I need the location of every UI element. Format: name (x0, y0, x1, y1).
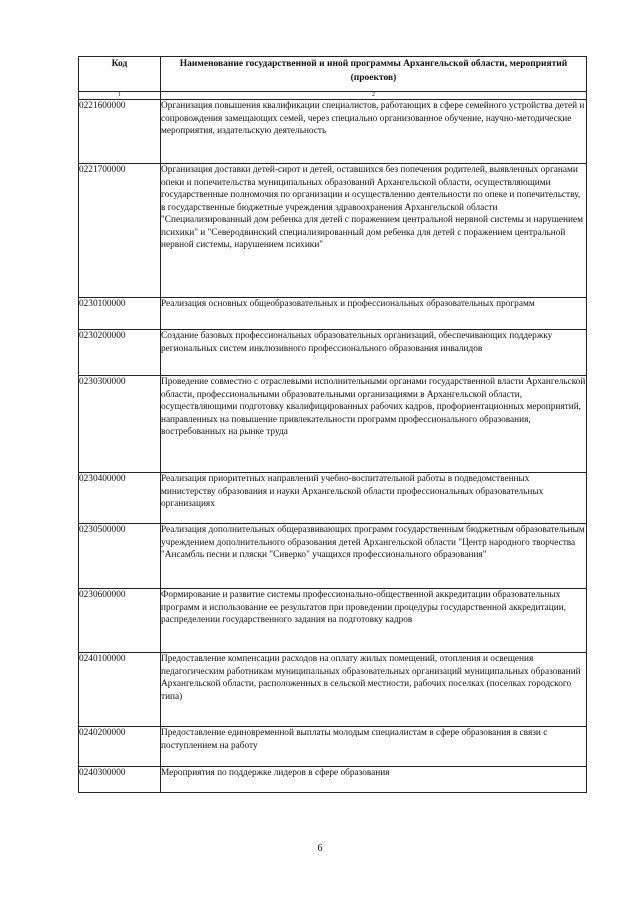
page-number: 6 (317, 843, 323, 854)
row-code: 0240200000 (79, 727, 161, 767)
row-name: Формирование и развитие системы профессионально-общественной аккредитации образовательных программ и использование ее результатов при проведении процедуры государственной аккредитации, распределении государственного задания на подготовку кадров (161, 589, 587, 653)
table-row (79, 524, 587, 589)
row-name: Реализация дополнительных общеразвивающих программ государственным бюджетным образовательным учреждением дополнительного образования детей Архангельской области "Центр народного творчества "Ансамбль песни и пляски "Сиверко" учащихся профессионального образования" (161, 524, 587, 589)
row-code: 0221600000 (79, 100, 161, 164)
row-code: 0240300000 (79, 767, 161, 793)
table-row (79, 376, 587, 473)
row-code: 0230200000 (79, 330, 161, 376)
table-header-row (79, 57, 587, 92)
row-name: Создание базовых профессиональных образовательных организаций, обеспечивающих поддержку региональных систем инклюзивного профессионального образования инвалидов (161, 330, 587, 376)
row-name: Реализация приоритетных направлений учебно-воспитательной работы в подведомственных министерству образования и науки Архангельской области профессиональных образовательных организациях (161, 473, 587, 524)
row-code: 0230500000 (79, 524, 161, 589)
row-code: 0221700000 (79, 164, 161, 298)
header-code: Код (79, 57, 161, 92)
column-number-2: 2 (161, 92, 587, 100)
table-row (79, 473, 587, 524)
row-name: Предоставление единовременной выплаты молодым специалистам в сфере образования в связи с поступлением на работу (161, 727, 587, 767)
table-row (79, 767, 587, 793)
header-name: Наименование государственной и иной программы Архангельской области, мероприятий (проектов) (161, 57, 587, 92)
row-name: Предоставление компенсации расходов на оплату жилых помещений, отопления и освещения педагогическим работникам муниципальных образовательных организаций муниципальных образований Архангельской области, расположенных в сельской местности, рабочих поселках (поселках городского типа) (161, 653, 587, 727)
row-name: Проведение совместно с отраслевыми исполнительными органами государственной власти Архангельской области, профессиональными образовательными организациями в Архангельской области, осуществляющими подготовку квалифицированных рабочих кадров, профориентационных мероприятий, направленных на повышение привлекательности программ профессионального образования, востребованных на рынке труда (161, 376, 587, 473)
row-name: Организация доставки детей-сирот и детей, оставшихся без попечения родителей, выявленных органами опеки и попечительства муниципальных образований Архангельской области, осуществляющими государственные полномочия по организации и осуществлению деятельности по опеке и попечительству, в государственные бюджетные учреждения здравоохранения Архангельской области "Специализированный дом ребенка для детей с поражением центральной нервной системы и нарушением психики" и "Северодвинский специализированный дом ребенка для детей с поражением центральной нервной системы, нарушением психики" (161, 164, 587, 298)
table-row (79, 330, 587, 376)
row-code: 0240100000 (79, 653, 161, 727)
table-row (79, 164, 587, 298)
table-row (79, 727, 587, 767)
table-row (79, 100, 587, 164)
row-code: 0230400000 (79, 473, 161, 524)
row-name: Мероприятия по поддержке лидеров в сфере образования (161, 767, 587, 793)
row-name: Реализация основных общеобразовательных и профессиональных образовательных программ (161, 298, 587, 330)
column-number-row (79, 92, 587, 100)
budget-code-table (78, 56, 587, 793)
table-row (79, 653, 587, 727)
row-code: 0230300000 (79, 376, 161, 473)
row-name: Организация повышения квалификации специалистов, работающих в сфере семейного устройства детей и сопровождения замещающих семей, через специально организованное обучение, научно-методические мероприятия, издательскую деятельность (161, 100, 587, 164)
row-code: 0230100000 (79, 298, 161, 330)
row-code: 0230600000 (79, 589, 161, 653)
table-row (79, 298, 587, 330)
column-number-1: 1 (79, 92, 161, 100)
table-row (79, 589, 587, 653)
